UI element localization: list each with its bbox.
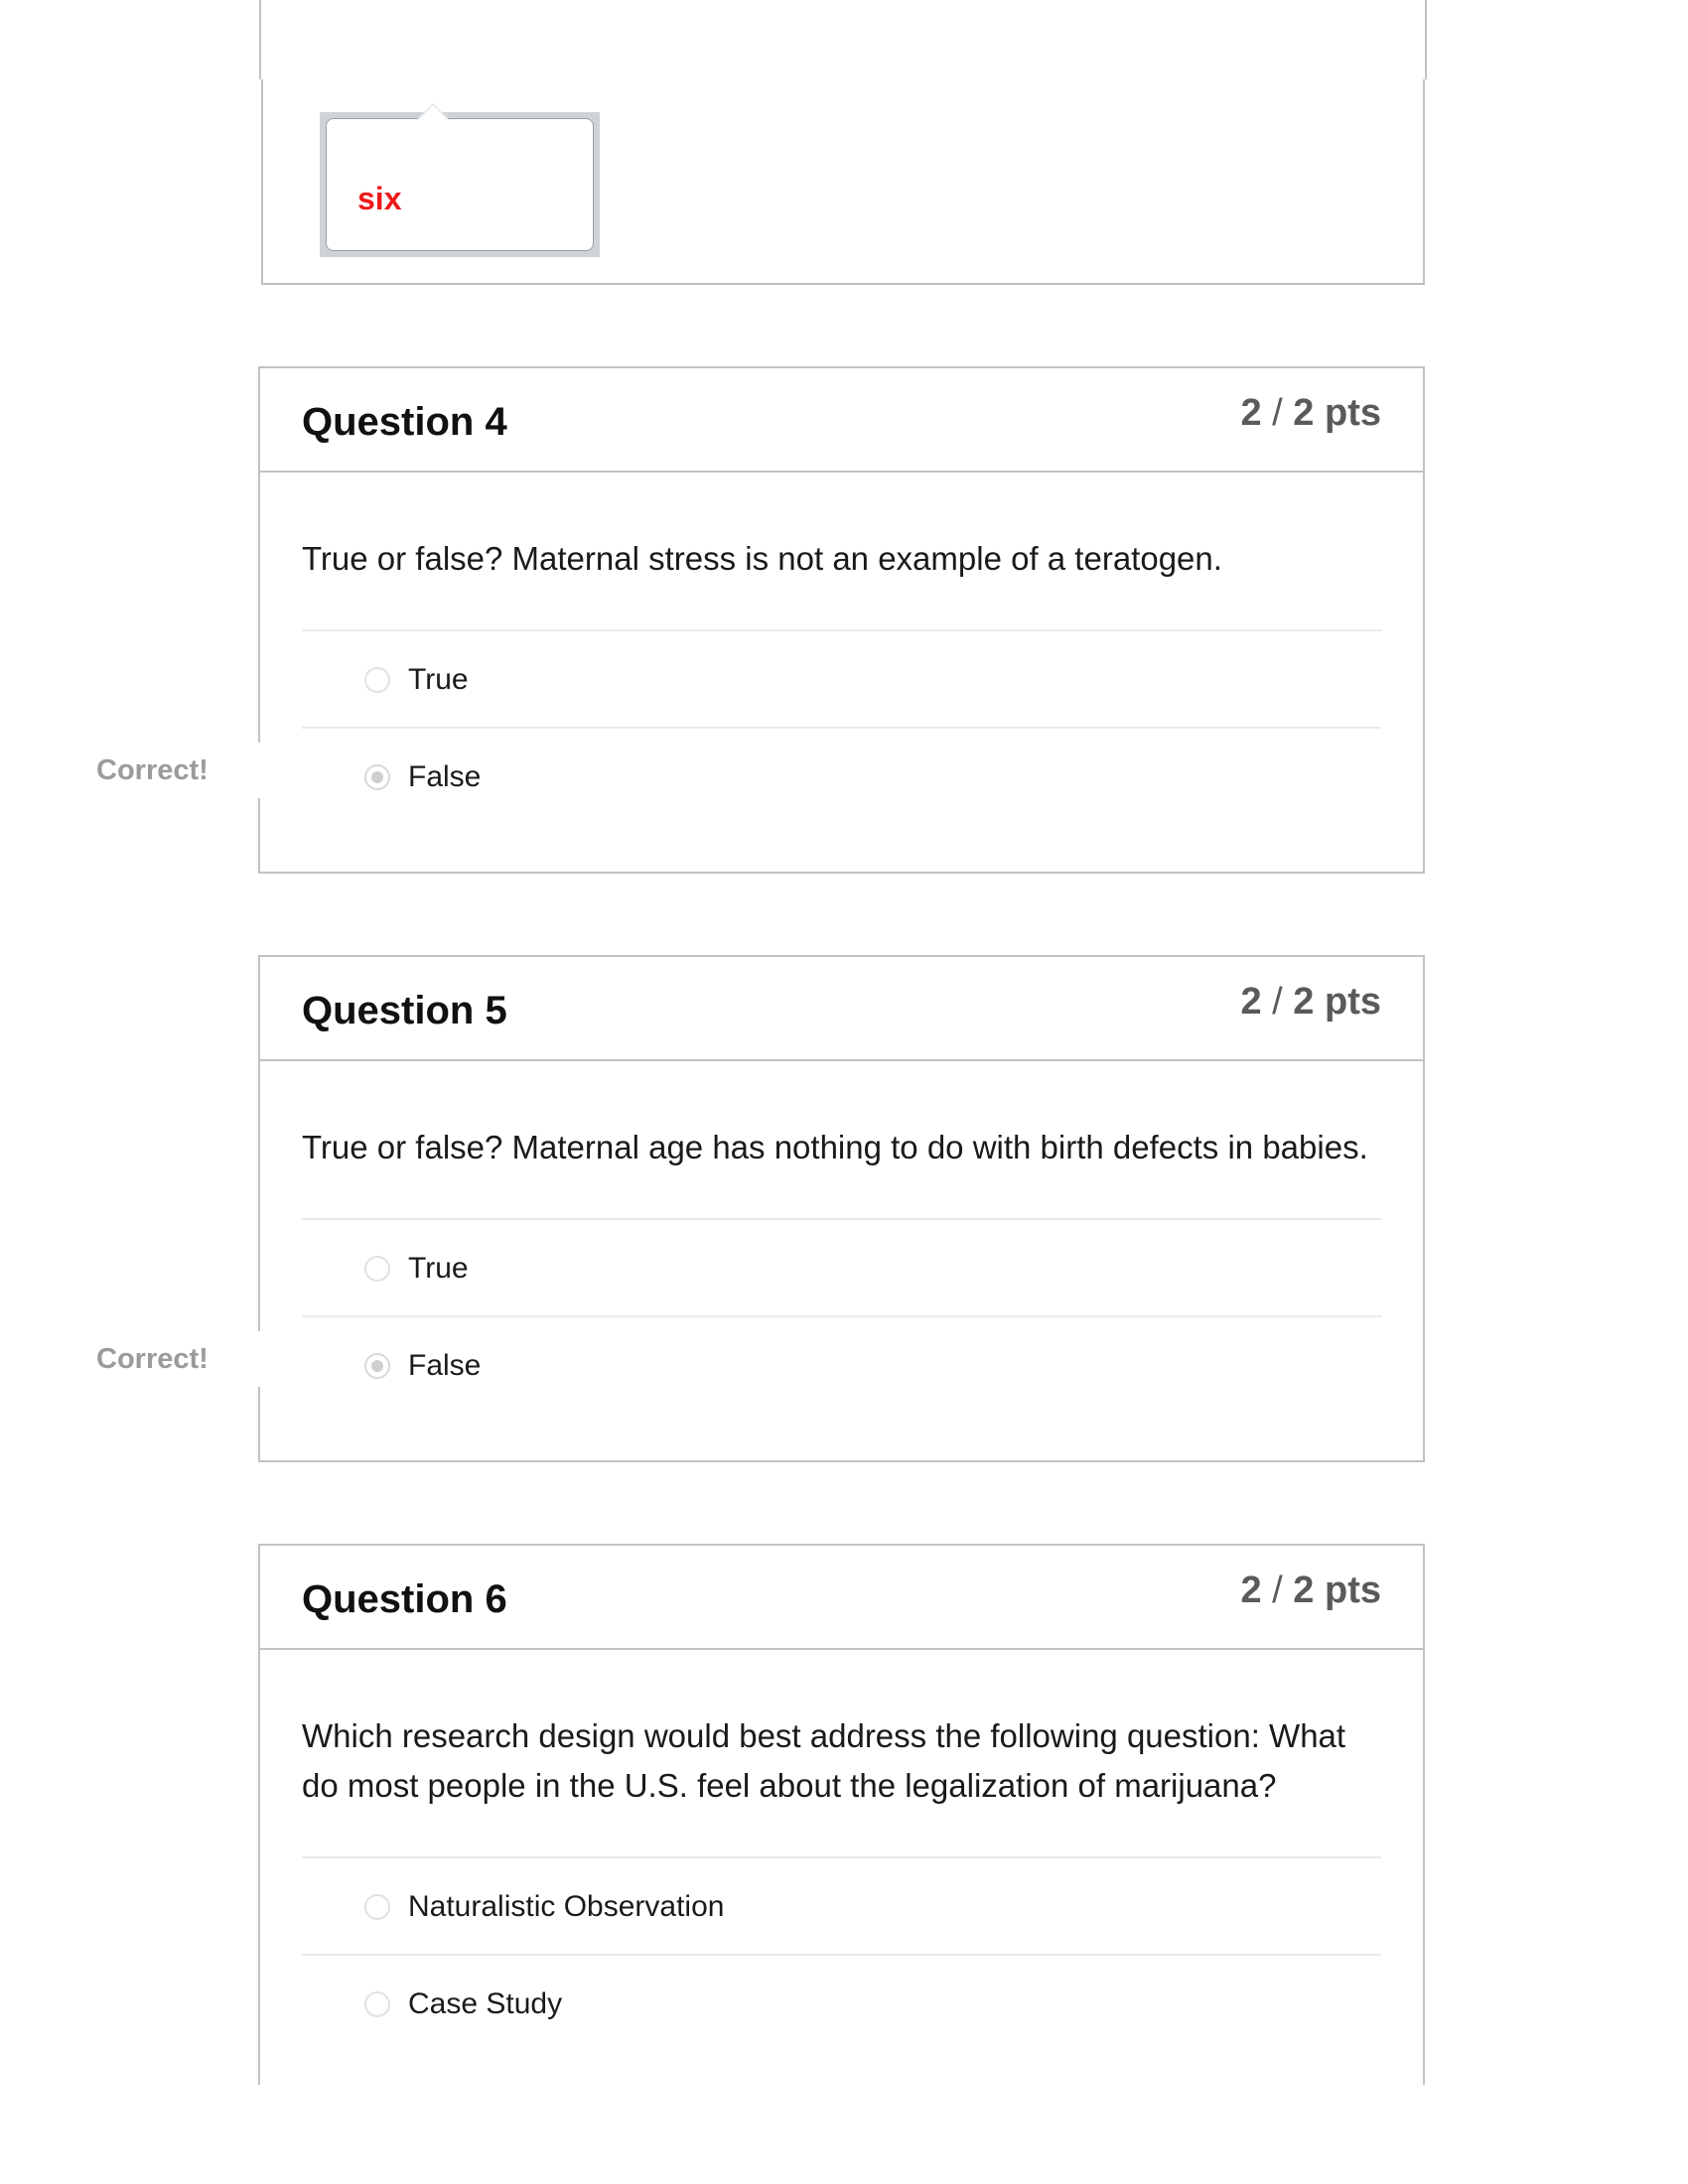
answer-label: False [408,1349,482,1382]
answer-option-case-study[interactable] [302,1954,1381,2051]
answer-list [302,629,1381,824]
question-text: Which research design would best address the following question: What do most people in the U.S. feel about the legalization of marijuana? [302,1717,1346,1804]
question-header [260,1546,1423,1650]
question-score: 2 / 2 pts [1240,1570,1381,1611]
answer-option-false[interactable] [302,1315,1381,1413]
question-score: 2 / 2 pts [1240,981,1381,1023]
radio-button[interactable] [364,667,390,693]
answer-callout-box [326,118,594,251]
radio-button[interactable] [364,1991,390,2017]
answer-label: True [408,1252,469,1285]
answer-label: Naturalistic Observation [408,1890,725,1923]
answer-option-true[interactable] [302,1218,1381,1315]
question-card-6 [258,1544,1425,2085]
answer-list [302,1856,1381,2051]
question-body [260,1650,1423,2051]
radio-button[interactable] [364,1894,390,1920]
answer-value: six [357,181,402,216]
answer-option-false[interactable] [302,727,1381,824]
question-text: True or false? Maternal age has nothing to do with birth defects in babies. [302,1129,1368,1165]
answer-option-true[interactable] [302,629,1381,727]
correct-feedback: Correct! [96,1343,209,1375]
answer-list [302,1218,1381,1413]
question-title: Question 4 [302,400,507,444]
answer-option-naturalistic-observation[interactable] [302,1856,1381,1954]
answer-callout [320,112,600,257]
answer-label: Case Study [408,1987,563,2020]
correct-feedback: Correct! [96,754,209,786]
question-title: Question 5 [302,989,507,1032]
question-card-5 [258,955,1425,1462]
card-top-fade [259,0,1427,79]
question-score: 2 / 2 pts [1240,392,1381,434]
question-body [260,473,1423,824]
answer-label: False [408,760,482,793]
question-card-4 [258,366,1425,874]
question-title: Question 6 [302,1577,507,1621]
question-header [260,368,1423,473]
radio-button-selected[interactable] [364,764,390,790]
radio-button-selected[interactable] [364,1353,390,1379]
radio-button[interactable] [364,1256,390,1282]
question-body [260,1061,1423,1413]
previous-question-card [261,0,1425,285]
question-text: True or false? Maternal stress is not an example of a teratogen. [302,540,1222,577]
question-header [260,957,1423,1061]
answer-label: True [408,663,469,696]
